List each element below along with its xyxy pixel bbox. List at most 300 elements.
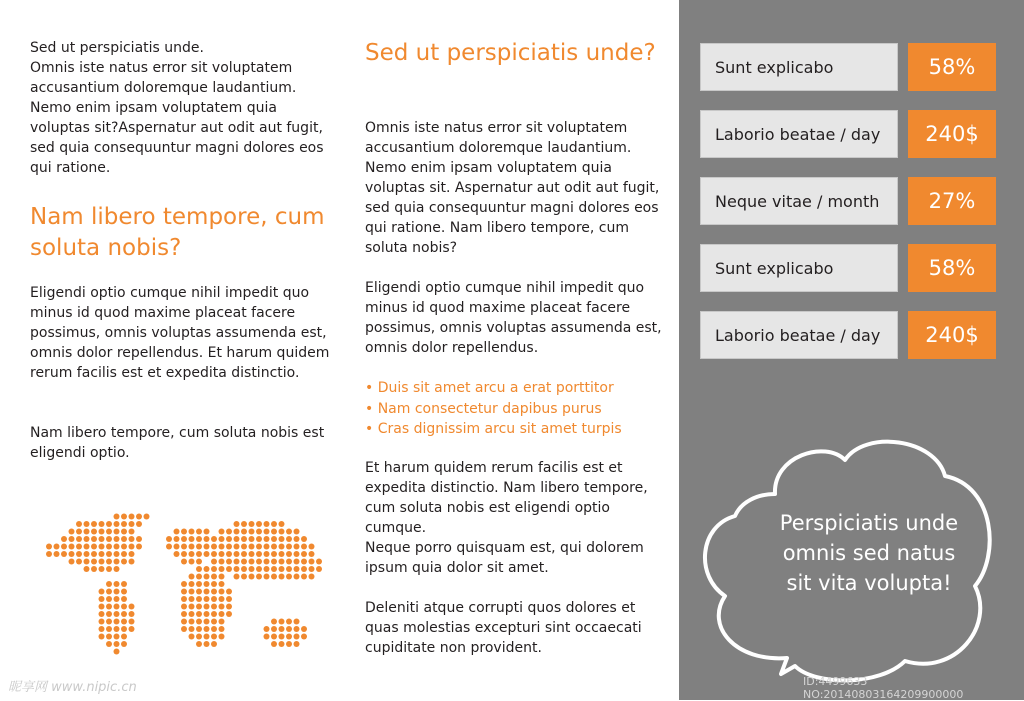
map-dot bbox=[279, 626, 285, 632]
map-dot bbox=[219, 544, 225, 550]
map-dot bbox=[129, 551, 135, 557]
map-dot bbox=[271, 559, 277, 565]
map-dot bbox=[226, 559, 232, 565]
map-dot bbox=[234, 544, 240, 550]
map-dot bbox=[106, 551, 112, 557]
map-dot bbox=[196, 634, 202, 640]
map-dot bbox=[54, 551, 60, 557]
map-dot bbox=[204, 544, 210, 550]
map-dot bbox=[211, 619, 217, 625]
map-dot bbox=[121, 619, 127, 625]
stat-label: Neque vitae / month bbox=[715, 192, 880, 211]
map-dot bbox=[91, 529, 97, 535]
map-dot bbox=[286, 641, 292, 647]
map-dot bbox=[211, 581, 217, 587]
map-dot bbox=[129, 521, 135, 527]
map-dot bbox=[136, 521, 142, 527]
map-dot bbox=[279, 641, 285, 647]
map-dot bbox=[294, 566, 300, 572]
map-dot bbox=[271, 521, 277, 527]
map-dot bbox=[106, 596, 112, 602]
map-dot bbox=[249, 529, 255, 535]
map-dot bbox=[114, 521, 120, 527]
map-dot bbox=[99, 536, 105, 542]
map-dot bbox=[211, 626, 217, 632]
map-dot bbox=[166, 544, 172, 550]
map-dot bbox=[271, 536, 277, 542]
map-dot bbox=[189, 559, 195, 565]
map-dot bbox=[99, 566, 105, 572]
map-dot bbox=[234, 566, 240, 572]
map-dot bbox=[279, 536, 285, 542]
map-dot bbox=[234, 559, 240, 565]
map-dot bbox=[211, 566, 217, 572]
map-dot bbox=[226, 589, 232, 595]
map-dot bbox=[294, 529, 300, 535]
map-dot bbox=[286, 544, 292, 550]
map-dot bbox=[294, 551, 300, 557]
map-dot bbox=[271, 566, 277, 572]
map-dot bbox=[114, 514, 120, 520]
map-dot bbox=[241, 551, 247, 557]
map-dot bbox=[84, 566, 90, 572]
map-dot bbox=[196, 604, 202, 610]
map-dot bbox=[136, 514, 142, 520]
map-dot bbox=[234, 551, 240, 557]
map-dot bbox=[294, 634, 300, 640]
map-dot bbox=[264, 521, 270, 527]
map-dot bbox=[106, 634, 112, 640]
map-dot bbox=[106, 626, 112, 632]
map-dot bbox=[189, 536, 195, 542]
map-dot bbox=[84, 521, 90, 527]
map-dot bbox=[211, 604, 217, 610]
stat-value: 58% bbox=[908, 43, 996, 91]
map-dot bbox=[226, 596, 232, 602]
map-dot bbox=[294, 574, 300, 580]
map-dot bbox=[204, 634, 210, 640]
stat-label-box bbox=[700, 110, 898, 158]
map-dot bbox=[129, 559, 135, 565]
map-dot bbox=[286, 529, 292, 535]
map-dot bbox=[84, 536, 90, 542]
map-dot bbox=[301, 574, 307, 580]
map-dot bbox=[99, 634, 105, 640]
map-dot bbox=[181, 611, 187, 617]
stat-row bbox=[700, 244, 996, 292]
map-dot bbox=[189, 626, 195, 632]
map-dot bbox=[204, 619, 210, 625]
map-dot bbox=[129, 619, 135, 625]
map-dot bbox=[114, 634, 120, 640]
map-dot bbox=[219, 551, 225, 557]
map-dot bbox=[301, 551, 307, 557]
map-dot bbox=[196, 536, 202, 542]
map-dot bbox=[301, 634, 307, 640]
map-dot bbox=[174, 551, 180, 557]
map-dot bbox=[286, 634, 292, 640]
map-dot bbox=[271, 544, 277, 550]
map-dot bbox=[99, 551, 105, 557]
map-dot bbox=[241, 559, 247, 565]
map-dot bbox=[204, 551, 210, 557]
map-dot bbox=[106, 641, 112, 647]
map-dot bbox=[99, 604, 105, 610]
map-dot bbox=[234, 521, 240, 527]
map-dot bbox=[129, 544, 135, 550]
map-dot bbox=[189, 619, 195, 625]
map-dot bbox=[219, 581, 225, 587]
map-dot bbox=[106, 544, 112, 550]
map-dot bbox=[264, 566, 270, 572]
map-dot bbox=[241, 544, 247, 550]
map-dot bbox=[286, 559, 292, 565]
map-dot bbox=[226, 604, 232, 610]
map-dot bbox=[241, 574, 247, 580]
map-dot bbox=[114, 604, 120, 610]
map-dot bbox=[309, 559, 315, 565]
map-dot bbox=[91, 551, 97, 557]
map-dot bbox=[309, 551, 315, 557]
map-dot bbox=[129, 529, 135, 535]
map-dot bbox=[61, 544, 67, 550]
map-dot bbox=[69, 529, 75, 535]
map-dot bbox=[219, 566, 225, 572]
map-dot bbox=[189, 529, 195, 535]
map-dot bbox=[196, 626, 202, 632]
map-dot bbox=[249, 559, 255, 565]
map-dot bbox=[181, 544, 187, 550]
stat-value: 27% bbox=[908, 177, 996, 225]
stats-panel bbox=[679, 0, 1024, 700]
map-dot bbox=[99, 611, 105, 617]
map-dot bbox=[189, 634, 195, 640]
map-dot bbox=[189, 544, 195, 550]
map-dot bbox=[114, 536, 120, 542]
map-dot bbox=[46, 544, 52, 550]
map-dot bbox=[136, 536, 142, 542]
map-dot bbox=[114, 581, 120, 587]
map-dot bbox=[99, 619, 105, 625]
map-dot bbox=[241, 566, 247, 572]
map-dot bbox=[69, 536, 75, 542]
stat-row bbox=[700, 110, 996, 158]
map-dot bbox=[301, 544, 307, 550]
map-dot bbox=[279, 529, 285, 535]
watermark-logo: 昵享网 www.nipic.cn bbox=[8, 680, 137, 695]
map-dot bbox=[181, 529, 187, 535]
map-dot bbox=[316, 559, 322, 565]
map-dot bbox=[121, 521, 127, 527]
map-dot bbox=[174, 544, 180, 550]
bullet-item: • Nam consectetur dapibus purus bbox=[365, 400, 602, 417]
map-dot bbox=[129, 626, 135, 632]
map-dot bbox=[76, 544, 82, 550]
map-dot bbox=[301, 559, 307, 565]
map-dot bbox=[84, 544, 90, 550]
map-dot bbox=[106, 589, 112, 595]
map-dot bbox=[264, 574, 270, 580]
map-dot bbox=[174, 529, 180, 535]
map-dot bbox=[114, 596, 120, 602]
map-dot bbox=[301, 536, 307, 542]
bullet-item: • Cras dignissim arcu sit amet turpis bbox=[365, 421, 622, 437]
map-dot bbox=[309, 574, 315, 580]
map-dot bbox=[271, 574, 277, 580]
map-dot bbox=[264, 536, 270, 542]
map-dot bbox=[204, 641, 210, 647]
map-dot bbox=[76, 529, 82, 535]
map-dot bbox=[189, 611, 195, 617]
map-dot bbox=[106, 536, 112, 542]
map-dot bbox=[256, 529, 262, 535]
stat-value: 240$ bbox=[908, 311, 996, 359]
map-dot bbox=[144, 514, 150, 520]
map-dot bbox=[129, 536, 135, 542]
map-dot bbox=[91, 544, 97, 550]
map-dot bbox=[294, 641, 300, 647]
map-dot bbox=[234, 574, 240, 580]
map-dot bbox=[264, 544, 270, 550]
map-dot bbox=[196, 596, 202, 602]
map-dot bbox=[136, 544, 142, 550]
map-dot bbox=[181, 536, 187, 542]
map-dot bbox=[181, 626, 187, 632]
map-dot bbox=[271, 619, 277, 625]
map-dot bbox=[114, 611, 120, 617]
map-dot bbox=[256, 551, 262, 557]
map-dot bbox=[121, 589, 127, 595]
map-dot bbox=[309, 566, 315, 572]
map-dot bbox=[204, 604, 210, 610]
map-dot bbox=[76, 536, 82, 542]
stat-label-box bbox=[700, 43, 898, 91]
map-dot bbox=[121, 559, 127, 565]
map-dot bbox=[219, 596, 225, 602]
section-heading-middle: Sed ut perspiciatis unde? bbox=[365, 40, 656, 66]
map-dot bbox=[121, 596, 127, 602]
map-dot bbox=[181, 559, 187, 565]
map-dot bbox=[114, 559, 120, 565]
map-dot bbox=[234, 529, 240, 535]
map-dot bbox=[204, 611, 210, 617]
map-dot bbox=[301, 566, 307, 572]
map-dot bbox=[196, 581, 202, 587]
map-dot bbox=[69, 559, 75, 565]
map-dot bbox=[76, 521, 82, 527]
map-dot bbox=[114, 649, 120, 655]
map-dot bbox=[69, 551, 75, 557]
map-dot bbox=[106, 619, 112, 625]
map-dot bbox=[279, 566, 285, 572]
map-dot bbox=[279, 574, 285, 580]
map-dot bbox=[211, 634, 217, 640]
map-dot bbox=[99, 626, 105, 632]
map-dot bbox=[61, 551, 67, 557]
map-dot bbox=[106, 581, 112, 587]
map-dot bbox=[219, 619, 225, 625]
map-dot bbox=[114, 566, 120, 572]
map-dot bbox=[264, 551, 270, 557]
map-dot bbox=[121, 611, 127, 617]
map-dot bbox=[106, 559, 112, 565]
bullet-item: • Duis sit amet arcu a erat porttitor bbox=[365, 380, 614, 396]
map-dot bbox=[249, 521, 255, 527]
map-dot bbox=[181, 619, 187, 625]
map-dot bbox=[196, 641, 202, 647]
stat-label: Laborio beatae / day bbox=[715, 125, 881, 144]
map-dot bbox=[84, 551, 90, 557]
map-dot bbox=[249, 566, 255, 572]
bubble-quote: Perspiciatis unde omnis sed natus sit vita volupta! bbox=[779, 511, 959, 595]
stat-label-box bbox=[700, 177, 898, 225]
map-dot bbox=[99, 589, 105, 595]
map-dot bbox=[114, 626, 120, 632]
map-dot bbox=[129, 514, 135, 520]
map-dot bbox=[279, 634, 285, 640]
stat-row bbox=[700, 43, 996, 91]
map-dot bbox=[256, 574, 262, 580]
map-dot bbox=[106, 521, 112, 527]
map-dot bbox=[196, 611, 202, 617]
map-dot bbox=[196, 566, 202, 572]
map-dot bbox=[121, 544, 127, 550]
stat-label: Laborio beatae / day bbox=[715, 326, 881, 345]
map-dot bbox=[279, 559, 285, 565]
map-dot bbox=[121, 514, 127, 520]
map-dot bbox=[286, 551, 292, 557]
map-dot bbox=[211, 574, 217, 580]
map-dot bbox=[226, 566, 232, 572]
map-dot bbox=[84, 529, 90, 535]
map-dot bbox=[249, 536, 255, 542]
body-paragraph: Omnis iste natus error sit voluptatem accusantium doloremque laudantium. Nemo enim ipsam voluptatem quia voluptas sit. Aspernatur aut odit aut fugit, sed quia consequuntur magni dolores eos qui ratione. Nam libero tempore, cum soluta nobis? bbox=[365, 120, 660, 256]
map-dot bbox=[106, 529, 112, 535]
body-paragraph: Deleniti atque corrupti quos dolores et quas molestias excepturi sint occaecati cupiditate non provident. bbox=[365, 600, 642, 656]
map-dot bbox=[219, 604, 225, 610]
map-dot bbox=[114, 544, 120, 550]
map-dot bbox=[279, 544, 285, 550]
map-dot bbox=[121, 626, 127, 632]
map-dot bbox=[189, 604, 195, 610]
watermark-id: ID:4499633 NO:20140803164209900000 bbox=[803, 675, 964, 701]
map-dot bbox=[99, 544, 105, 550]
map-dot bbox=[279, 619, 285, 625]
map-dot bbox=[121, 529, 127, 535]
map-dot bbox=[181, 551, 187, 557]
map-dot bbox=[271, 634, 277, 640]
map-dot bbox=[106, 604, 112, 610]
map-dot bbox=[226, 544, 232, 550]
map-dot bbox=[204, 589, 210, 595]
map-dot bbox=[196, 589, 202, 595]
map-dot bbox=[189, 596, 195, 602]
map-dot bbox=[256, 544, 262, 550]
map-dot bbox=[181, 596, 187, 602]
map-dot bbox=[211, 551, 217, 557]
map-dot bbox=[286, 536, 292, 542]
map-dot bbox=[99, 529, 105, 535]
map-dot bbox=[219, 626, 225, 632]
map-dot bbox=[54, 544, 60, 550]
map-dot bbox=[106, 611, 112, 617]
stat-row bbox=[700, 311, 996, 359]
map-dot bbox=[91, 559, 97, 565]
map-dot bbox=[114, 529, 120, 535]
map-dot bbox=[204, 536, 210, 542]
map-dot bbox=[226, 551, 232, 557]
map-dot bbox=[204, 566, 210, 572]
map-dot bbox=[129, 611, 135, 617]
map-dot bbox=[204, 596, 210, 602]
map-dot bbox=[76, 559, 82, 565]
map-dot bbox=[129, 604, 135, 610]
map-dot bbox=[264, 529, 270, 535]
body-paragraph: Et harum quidem rerum facilis est et expedita distinctio. Nam libero tempore, cum soluta nobis est eligendi optio cumque. Neque porro quisquam est, qui dolorem ipsum quia dolor sit amet. bbox=[365, 460, 648, 576]
map-dot bbox=[219, 634, 225, 640]
map-dot bbox=[241, 536, 247, 542]
map-dot bbox=[271, 641, 277, 647]
map-dot bbox=[294, 536, 300, 542]
map-dot bbox=[181, 604, 187, 610]
map-dot bbox=[249, 551, 255, 557]
map-dot bbox=[181, 589, 187, 595]
body-paragraph: Nam libero tempore, cum soluta nobis est eligendi optio. bbox=[30, 425, 325, 461]
map-dot bbox=[219, 559, 225, 565]
map-dot bbox=[91, 566, 97, 572]
map-dot bbox=[226, 529, 232, 535]
map-dot bbox=[264, 626, 270, 632]
map-dot bbox=[241, 529, 247, 535]
map-dot bbox=[316, 566, 322, 572]
map-dot bbox=[114, 551, 120, 557]
bullet-list bbox=[365, 378, 665, 440]
world-map-dots-icon bbox=[30, 505, 330, 677]
map-dot bbox=[271, 529, 277, 535]
map-dot bbox=[181, 581, 187, 587]
map-dot bbox=[211, 611, 217, 617]
map-dot bbox=[76, 551, 82, 557]
map-dot bbox=[271, 551, 277, 557]
body-paragraph: Eligendi optio cumque nihil impedit quo minus id quod maxime placeat facere possimus, omnis voluptas assumenda est, omnis dolor repellendus. bbox=[365, 280, 662, 356]
map-dot bbox=[99, 596, 105, 602]
map-dot bbox=[279, 551, 285, 557]
map-dot bbox=[294, 559, 300, 565]
stat-value: 58% bbox=[908, 244, 996, 292]
stat-label-box bbox=[700, 244, 898, 292]
map-dot bbox=[204, 574, 210, 580]
map-dot bbox=[301, 626, 307, 632]
map-dot bbox=[196, 619, 202, 625]
stat-label-box bbox=[700, 311, 898, 359]
map-dot bbox=[114, 641, 120, 647]
map-dot bbox=[234, 536, 240, 542]
map-dot bbox=[264, 634, 270, 640]
map-dot bbox=[121, 634, 127, 640]
map-dot bbox=[121, 604, 127, 610]
map-dot bbox=[196, 551, 202, 557]
map-dot bbox=[294, 619, 300, 625]
map-dot bbox=[204, 581, 210, 587]
map-dot bbox=[91, 521, 97, 527]
body-paragraph: Eligendi optio cumque nihil impedit quo minus id quod maxime placeat facere possimus, omnis voluptas assumenda est, omnis dolor repellendus. Et harum quidem rerum facilis est et expedita distinctio. bbox=[30, 285, 330, 381]
map-dot bbox=[114, 619, 120, 625]
map-dot bbox=[46, 551, 52, 557]
map-dot bbox=[99, 559, 105, 565]
map-dot bbox=[219, 589, 225, 595]
map-dot bbox=[264, 559, 270, 565]
map-dot bbox=[121, 641, 127, 647]
